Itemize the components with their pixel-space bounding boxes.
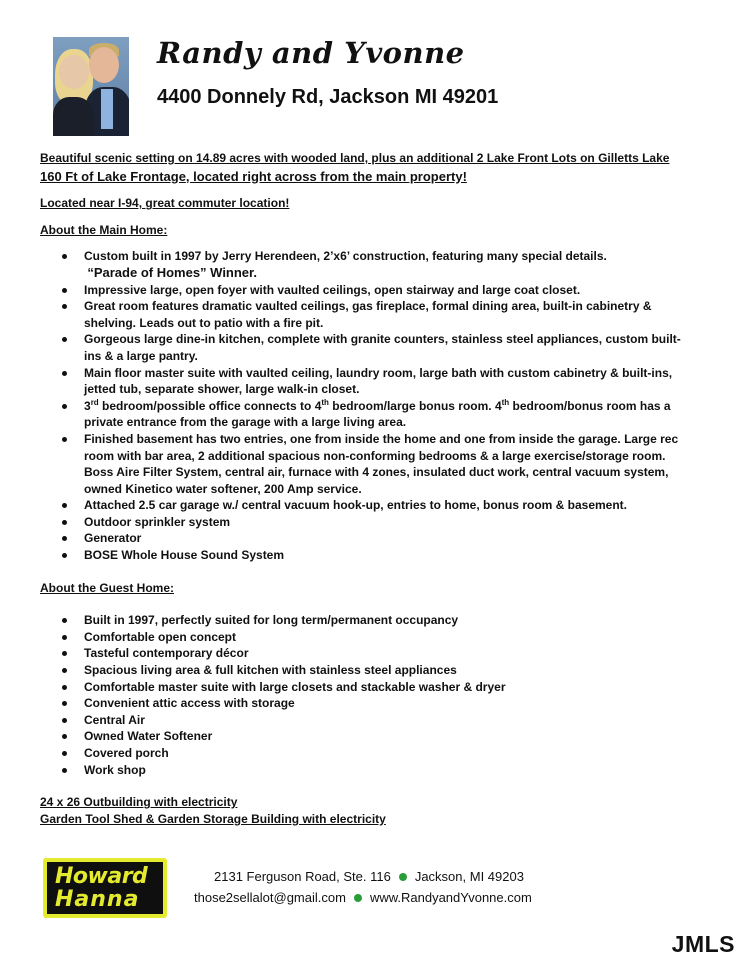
listing-content xyxy=(40,150,696,827)
list-item: Built in 1997, perfectly suited for long term/permanent occupancy xyxy=(40,612,696,629)
list-item: Tasteful contemporary décor xyxy=(40,645,696,662)
agents-photo xyxy=(53,37,129,136)
list-item: Comfortable master suite with large closets and stackable washer & dryer xyxy=(40,679,696,696)
guest-home-heading: About the Guest Home: xyxy=(40,580,174,595)
list-item: Main floor master suite with vaulted ceiling, laundry room, large bath with custom cabinetry & built-ins, jetted tub, separate shower, large walk-in closet. xyxy=(40,365,696,398)
list-item: Central Air xyxy=(40,712,696,729)
frontage-highlight: 160 Ft of Lake Frontage xyxy=(40,168,186,184)
list-item xyxy=(40,248,696,281)
list-item: Gorgeous large dine-in kitchen, complete with granite counters, stainless steel appliances, custom built-ins & a large pantry. xyxy=(40,331,696,364)
list-item: Owned Water Softener xyxy=(40,728,696,745)
list-item: Work shop xyxy=(40,762,696,779)
main-home-heading: About the Main Home: xyxy=(40,222,168,237)
outbuildings xyxy=(40,794,696,827)
frontage-rest: , located right across from the main property! xyxy=(185,168,467,184)
contact-web-row xyxy=(194,890,532,905)
list-item: Attached 2.5 car garage w./ central vacuum hook-up, entries to home, bonus room & basement. xyxy=(40,497,696,514)
intro-line-location: Located near I-94, great commuter location! xyxy=(40,196,290,211)
item-part: bedroom/possible office connects to 4 xyxy=(98,398,322,413)
street-address: 2131 Ferguson Road, Ste. 116 xyxy=(214,869,391,884)
intro-line-frontage xyxy=(40,169,696,186)
main-home-list xyxy=(40,248,696,563)
green-dot-icon xyxy=(399,873,407,881)
contact-info xyxy=(194,869,532,911)
email-link[interactable]: those2sellalot@gmail.com xyxy=(194,890,346,905)
list-item: Covered porch xyxy=(40,745,696,762)
list-item: Finished basement has two entries, one from inside the home and one from inside the garage. Large rec room with bar area, 2 additional spacious non-conforming bedrooms & a large exercise/storage room. Boss Aire Filter System, central air, furnace with 4 zones, insulated duct work, central vacuum system, owned Kinetico water softener, 200 Amp service. xyxy=(40,431,696,497)
property-address: 4400 Donnely Rd, Jackson MI 49201 xyxy=(157,86,499,108)
jmls-mark: JMLS xyxy=(671,931,735,957)
list-item: Convenient attic access with storage xyxy=(40,695,696,712)
list-item xyxy=(40,398,696,431)
website-link[interactable]: www.RandyandYvonne.com xyxy=(369,890,532,905)
ordinal-sup: th xyxy=(321,397,329,407)
howard-hanna-logo xyxy=(43,858,167,918)
list-item: Great room features dramatic vaulted ceilings, gas fireplace, formal dining area, built-in cabinetry & shelving. Leads out to patio with a fire pit. xyxy=(40,298,696,331)
logo-text-top: Howard xyxy=(55,864,148,889)
list-item: Impressive large, open foyer with vaulted ceilings, open stairway and large coat closet. xyxy=(40,282,696,299)
list-item: Generator xyxy=(40,530,696,547)
list-item: Comfortable open concept xyxy=(40,629,696,646)
parade-award: “Parade of Homes” Winner. xyxy=(87,264,257,280)
item-text: Custom built in 1997 by Jerry Herendeen, 2’x6’ construction, featuring many special details. xyxy=(84,249,607,264)
outbuilding-line: 24 x 26 Outbuilding with electricity xyxy=(40,795,238,810)
item-part: bedroom/large bonus room. 4 xyxy=(328,398,502,413)
list-item: Outdoor sprinkler system xyxy=(40,514,696,531)
list-item: Spacious living area & full kitchen with stainless steel appliances xyxy=(40,662,696,679)
green-dot-icon xyxy=(354,894,362,902)
ordinal-sup: rd xyxy=(90,397,99,407)
intro-line-acres: Beautiful scenic setting on 14.89 acres with wooded land, plus an additional 2 Lake Front Lots on Gilletts Lake xyxy=(40,151,670,165)
shed-line: Garden Tool Shed & Garden Storage Building with electricity xyxy=(40,811,386,826)
contact-address-row xyxy=(194,869,532,884)
list-item: BOSE Whole House Sound System xyxy=(40,547,696,564)
city-state-zip: Jackson, MI 49203 xyxy=(414,869,524,884)
item-part: 3 xyxy=(84,398,91,413)
ordinal-sup: th xyxy=(501,397,510,407)
agents-name: Randy and Yvonne xyxy=(157,36,465,70)
item-part: bedroom/bonus room has a private entrance from the garage with a large living area. xyxy=(84,398,671,430)
guest-home-list xyxy=(40,612,696,778)
logo-text-bottom: Hanna xyxy=(55,887,140,912)
